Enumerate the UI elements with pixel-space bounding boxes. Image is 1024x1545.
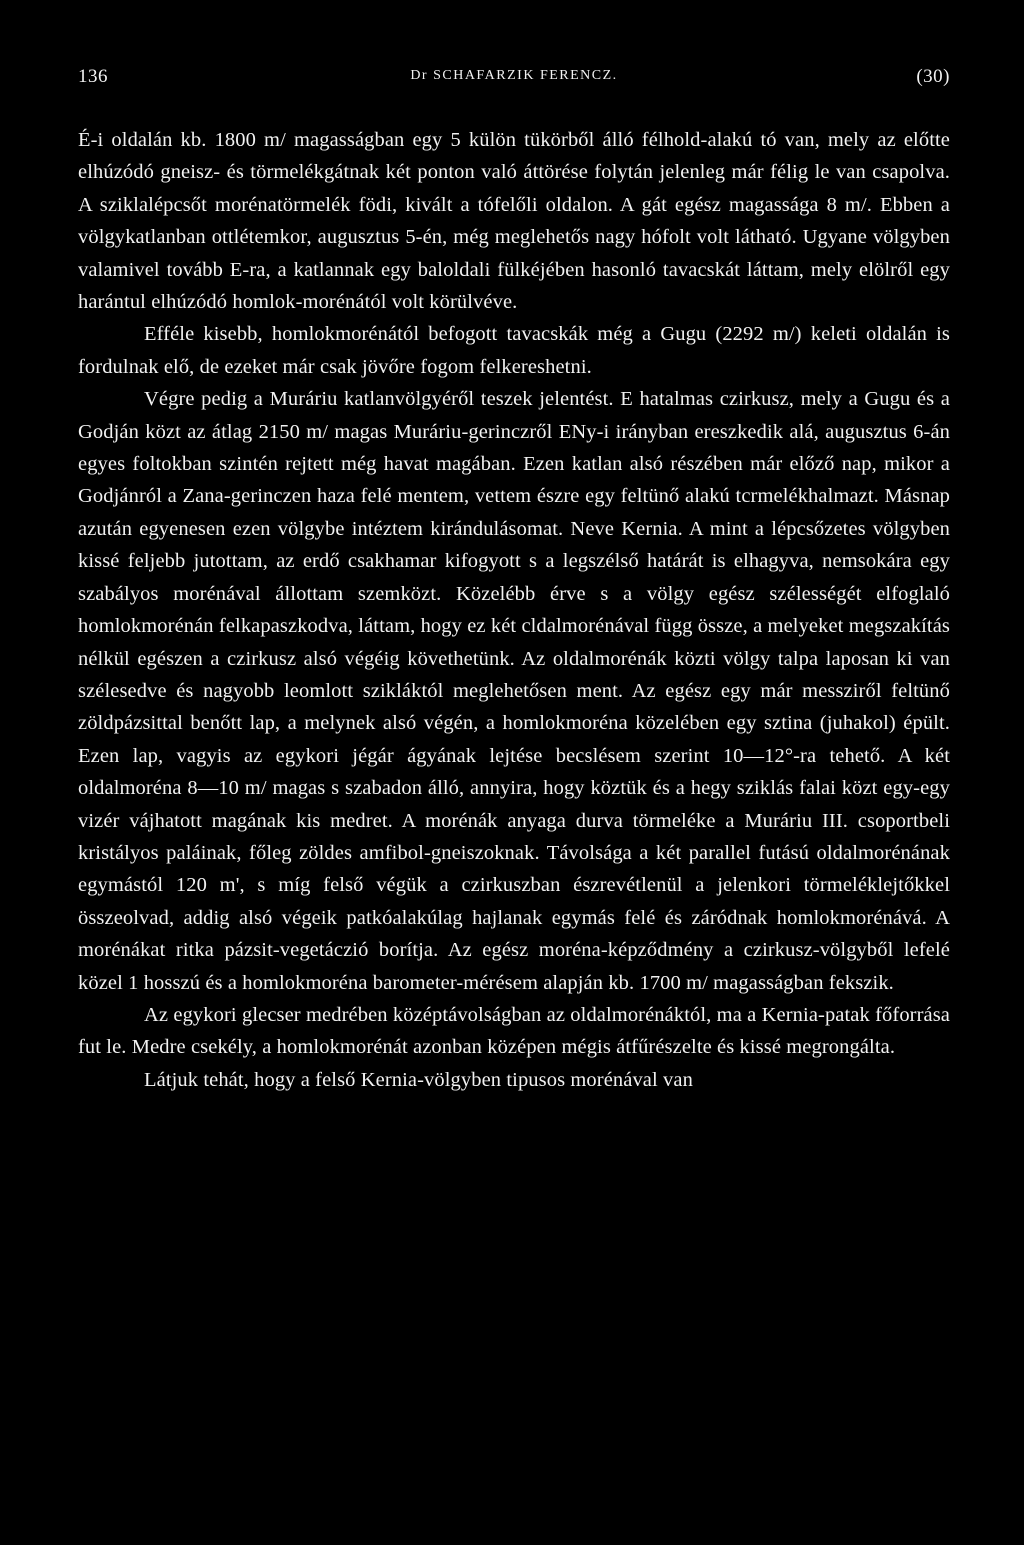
author-name: Dr SCHAFARZIK FERENCZ. (410, 68, 618, 83)
body-text (78, 124, 950, 1096)
paragraph-5: Látjuk tehát, hogy a felső Kernia-völgyben tipusos morénával van (144, 1068, 693, 1091)
paragraph-3: Végre pedig a Muráriu katlanvölgyéről teszek jelentést. E hatalmas czirkusz, mely a Gugu és a Godján közt az átlag 2150 m/ magas Muráriu-gerinczről ENy-i irányban ereszkedik alá, augusztus 6-án egyes foltokban szintén rejtett még havat magában. Ezen katlan alsó részében már előző nap, mikor a Godjánról a Zana-gerinczen haza felé mentem, vettem észre egy feltünő alakú tcrmelékhalmazt. Másnap azután egyenesen ezen völgybe intéztem kirándulásomat. Neve Kernia. A mint a lépcsőzetes völgyben kissé feljebb jutottam, az erdő csakhamar kifogyott s a legszélső határát is elhagyva, nemsokára egy szabályos morénával állottam szemközt. Közelébb érve s a völgy egész szélességét elfoglaló homlokmorénán felkapaszkodva, láttam, hogy ez két cldalmorénával függ össze, a melyeket megszakítás nélkül egészen a czirkusz alsó végéig követhetünk. Az oldalmorénák közti völgy talpa laposan ki van szélesedve és nagyobb leomlott szikláktól meglehetősen ment. Az egész egy már messziről feltünő zöldpázsittal benőtt lap, a melynek alsó végén, a homlokmoréna közelében egy sztina (juhakol) épült. Ezen lap, vagyis az egykori jégár ágyának lejtése becslésem szerint 10—12°-ra tehető. A két oldalmoréna 8—10 m/ magas s szabadon álló, annyira, hogy köztük és a hegy sziklás falai közt egy-egy vizér vájhatott magának kis medret. A morénák anyaga durva törmeléke a Muráriu III. csoportbeli kristályos paláinak, főleg zöldes amfibol-gneiszoknak. Távolsága a két parallel futású oldalmorénának egymástól 120 m', s míg felső végük a czirkuszban észrevétlenül a jelenkori törmeléklejtőkkel összeolvad, addig alsó végeik patkóalakúlag hajlanak egymás felé és záródnak homlokmorénává. A morénákat ritka pázsit-vegetáczió borítja. Az egész moréna-képződmény a czirkusz-völgyből lefelé közel 1 hosszú és a homlokmoréna barometer-mérésem alapján kb. 1700 m/ magasságban fekszik. (78, 388, 950, 994)
paragraph-4: Az egykori glecser medrében középtávolságban az oldalmorénáktól, ma a Kernia-patak főforrása fut le. Medre csekély, a homlokmorénát azonban középen mégis átfűrészelte és kissé megrongálta. (78, 1003, 950, 1059)
book-page (78, 66, 950, 1096)
page-number: 136 (78, 66, 108, 87)
paragraph-2: Efféle kisebb, homlokmorénától befogott tavacskák még a Gugu (2292 m/) keleti oldalán is fordulnak elő, de ezeket már csak jövőre fogom felkereshetni. (78, 323, 950, 378)
paragraph-1: É-i oldalán kb. 1800 m/ magasságban egy 5 külön tükörből álló félhold-alakú tó van, mely az előtte elhúzódó gneisz- és törmelékgátnak két ponton való áttörése folytán jelenleg már félig le van csapolva. A sziklalépcsőt morénatörmelék födi, kivált a tófelőli oldalon. A gát egész magassága 8 m/. Ebben a völgykatlanban ottlétemkor, augusztus 5-én, még meglehetős nagy hófolt volt látható. Ugyane völgyben valamivel tovább E-ra, a katlannak egy baloldali fülkéjében hasonló tavacskát láttam, mely elölről egy harántul elhúzódó homlok-morénától volt körülvéve. (78, 129, 950, 314)
running-header (78, 66, 950, 96)
section-number: (30) (916, 66, 950, 87)
